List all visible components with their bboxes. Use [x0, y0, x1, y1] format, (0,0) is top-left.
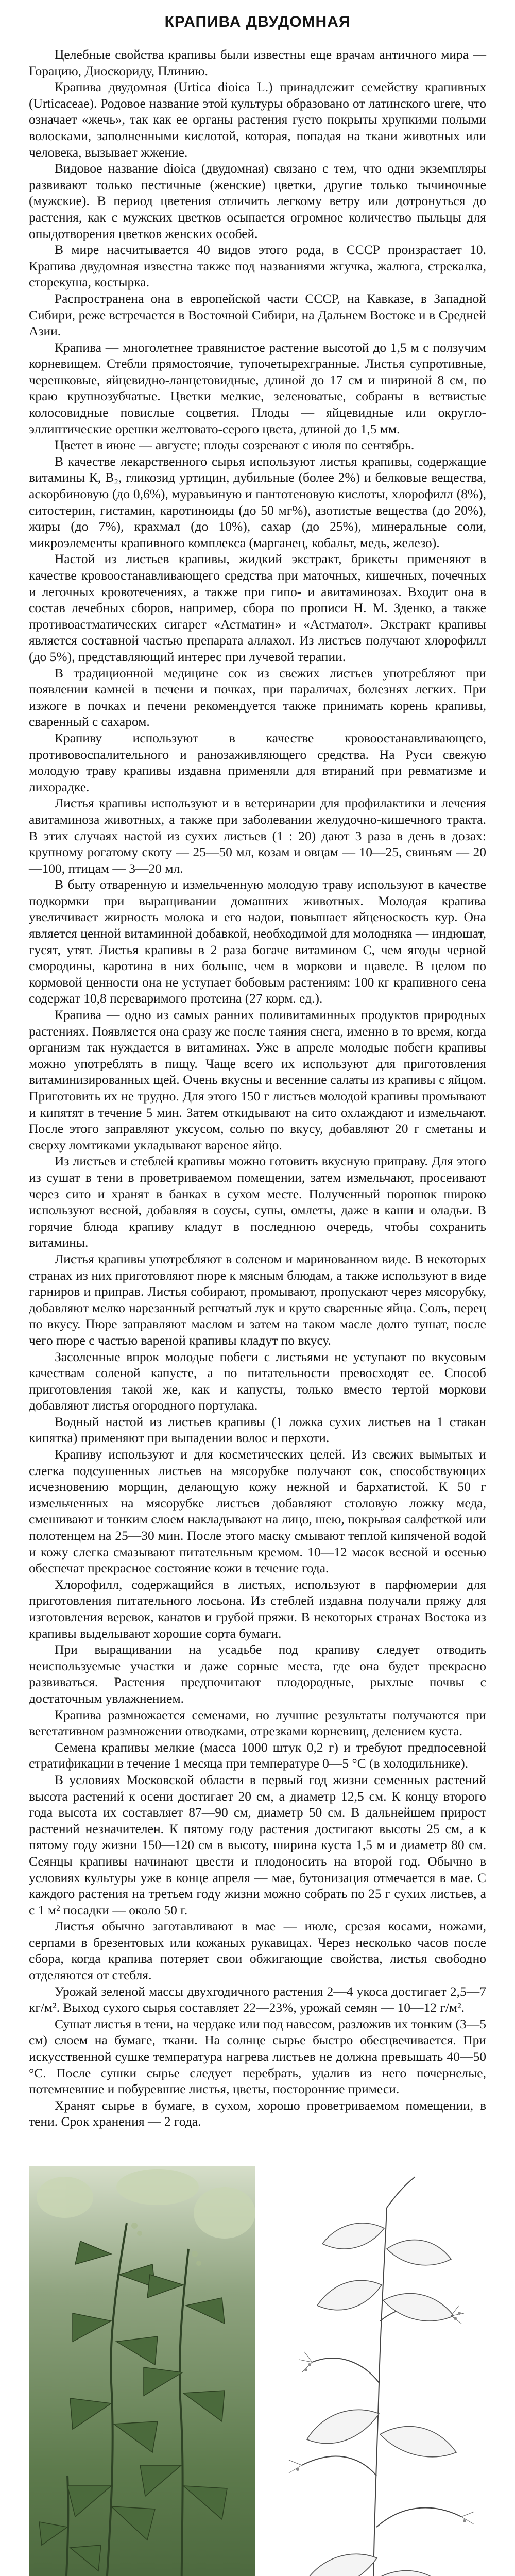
- article-paragraph: Засоленные впрок молодые побеги с листьями не уступают по вкусовым качествам соленой капусте, а по питательности превосходят ее. Способ приготовления такой же, как и капусты, только вместо тертой моркови добавляют листья огородного портулака.: [29, 1349, 486, 1413]
- article-paragraph: В быту отваренную и измельченную молодую траву используют в качестве подкормки при выращивании домашних животных. Молодая крапива увеличивает жирность молока и его надои, повышает яйценоскость кур. Она является ценной витаминной добавкой, необходимой для молодняка — индюшат, гусят, утят. Листья крапивы в 2 раза богаче витамином С, чем ягоды черной смородины, каротина в них больше, чем в моркови и щавеле. В целом по кормовой ценности она не уступает бобовым растениям: 100 кг крапивного сена содержат 10,8 переваримого протеина (27 корм. ед.).: [29, 877, 486, 1006]
- article-body: [29, 46, 486, 2130]
- article-paragraph: Цветет в июне — августе; плоды созревают с июля по сентябрь.: [55, 437, 415, 453]
- article-paragraph: Целебные свойства крапивы были известны еще врачам античного мира — Горацию, Диоскориду, Плинию.: [29, 47, 486, 78]
- article-paragraph: Хранят сырье в бумаге, в сухом, хорошо проветриваемом помещении, в тени. Срок хранения — 2 года.: [29, 2097, 486, 2129]
- nettle-botanical-drawing: [261, 2166, 486, 2576]
- article-paragraph: Крапива двудомная (Urtica dioica L.) принадлежит семейству крапивных (Urticaceae). Родовое название этой культуры образовано от латинского urere, что означает «жечь», так как ее органы растения густо покрыты хрупкими полыми волосками, заполненными кислотой, которая, попадая на ткани животных или человека, вызывает жжение.: [29, 79, 486, 160]
- article-paragraph: Крапива — одно из самых ранних поливитаминных продуктов природных растениях. Появляется она сразу же после таяния снега, именно в то время, когда организм так нуждается в витаминах. Уже в апреле молодые побеги крапивы можно употреблять в пищу. Чаще всего их используют для приготовления витаминизированных щей. Очень вкусны и весенние салаты из крапивы с яйцом. Приготовить их не трудно. Для этого 150 г листьев молодой крапивы промывают и кипятят в течение 5 мин. Затем откидывают на сито охлаждают и измельчают. После этого заправляют уксусом, солью по вкусу, добавляют 20 г сметаны и сверху ломтиками укладывают вареное яйцо.: [29, 1007, 486, 1153]
- article-paragraph: В традиционной медицине сок из свежих листьев употребляют при появлении камней в печени и почках, при параличах, болезнях легких. При изжоге в почках и печени рекомендуется также принимать корень крапивы, сваренный с сахаром.: [29, 665, 486, 730]
- article-paragraph: В условиях Московской области в первый год жизни семенных растений высота растений к осени достигает 20 см, а диаметр 12,5 см. К концу второго года высота их составляет 87—90 см, диаметр 50 см. В дальнейшем прирост растений незначителен. К пятому году растения достигают высоты 25 см, а к пятому году жизни 150—120 см в высоту, ширина куста 1,5 м и диаметр 80 см. Сеянцы крапивы начинают цвести и плодоносить на второй год. Обычно в условиях культуры уже в конце апреля — мае, бутонизация отмечается в мае. С каждого растения на третьем году жизни можно собрать по 25 г сухих листьев, а с 1 м² посадки — около 50 г.: [29, 1772, 486, 1918]
- nettle-illustrations: [29, 2166, 486, 2576]
- article-title: КРАПИВА ДВУДОМНАЯ: [164, 13, 351, 30]
- article-paragraph: Урожай зеленой массы двухгодичного растения 2—4 укоса достигает 2,5—7 кг/м². Выход сухого сырья составляет 22—23%, урожай семян — 10—12 г/м².: [29, 1984, 486, 2015]
- article-paragraph: Видовое название dioica (двудомная) связано с тем, что одни экземпляры развивают только пестичные (женские) цветки, другие только тычиночные (мужские). В период цветения отличить легкому ветру или дотронуться до растения, как с мужских цветков осыпается огромное количество пыльцы для опыдотворения цветков женских особей.: [29, 161, 486, 241]
- article-paragraph: Из листьев и стеблей крапивы можно готовить вкусную приправу. Для этого из сушат в тени в проветриваемом помещении, затем измельчают, просеивают через сито и хранят в банках в сухом месте. Полученный порошок широко используют весной, добавляя в соусы, супы, омлеты, даже в каши и оладьи. В горячие блюда крапиву кладут в последнюю очередь, чтобы сохранить витамины.: [29, 1154, 486, 1250]
- article-paragraph: В качестве лекарственного сырья используют листья крапивы, содержащие витамины К, B₂, гликозид уртицин, дубильные (более 2%) и белковые вещества, аскорбиновую (до 0,6%), муравьиную и пантотеновую кислоты, хлорофилл (8%), ситостерин, гистамин, каротиноиды (до 50 мг%), азотистые вещества (до 20%), жиры (до 7%), крахмал (до 10%), сахар (до 25%), минеральные соли, микроэлементы крапивного комплекса (марганец, кобальт, медь, железо).: [29, 453, 486, 550]
- article-paragraph: Листья обычно заготавливают в мае — июле, срезая косами, ножами, серпами в брезентовых или кожаных рукавицах. Через несколько часов после сбора, когда крапива потеряет свои обжигающие свойства, листья свободно отделяются от стебля.: [29, 1919, 486, 1983]
- article-paragraph: Настой из листьев крапивы, жидкий экстракт, брикеты применяют в качестве кровоостанавливающего средства при маточных, кишечных, почечных и легочных кровотечениях, а также при гипо- и авитаминозах. Входит она в состав лечебных сборов, например, сбора по прописи Н. М. Зденко, а также противоастматических сигарет «Астматин» и «Астматол». Экстракт крапивы является составной частью препарата аллахол. Из листьев получают хлорофилл (до 5%), представляющий интерес при лучевой терапии.: [29, 551, 486, 664]
- article-paragraph: Водный настой из листьев крапивы (1 ложка сухих листьев на 1 стакан кипятка) применяют при выпадении волос и перхоти.: [29, 1414, 486, 1446]
- article-paragraph: При выращивании на усадьбе под крапиву следует отводить неиспользуемые участки и даже сорные места, где она будет прекрасно развиваться. Растения предпочитают плодородные, рыхлые почвы с достаточным увлажнением.: [29, 1642, 486, 1706]
- article-paragraph: Семена крапивы мелкие (масса 1000 штук 0,2 г) и требуют предпосевной стратификации в течение 1 месяца при температуре 0—5 °C (в холодильнике).: [29, 1739, 486, 1771]
- article-paragraph: Крапиву используют и для косметических целей. Из свежих вымытых и слегка подсушенных листьев на мясорубке получают сок, способствующих исчезновению морщин, делающую кожу нежной и бархатистой. К 50 г измельченных на мясорубке листьев добавляют столовую ложку меда, смешивают и тонким слоем накладывают на лицо, шею, покрывая салфеткой или полотенцем на 25—30 мин. После этого маску смывают теплой кипяченой водой и кожу слегка смазывают питательным кремом. 10—12 масок весной и осенью обеспечат прекрасное состояние кожи в течение года.: [29, 1447, 486, 1576]
- article-paragraph: Крапива — многолетнее травянистое растение высотой до 1,5 м с ползучим корневищем. Стебли прямостоячие, тупочетырехгранные. Листья супротивные, черешковые, яйцевидно-ланцетовидные, длиной до 17 см и шириной 8 см, по краю крупнозубчатые. Цветки мелкие, зеленоватые, собраны в ветвистые колосовидные повислые соцветия. Плоды — яйцевидные или округло-эллиптические орешки желтовато-серого цвета, длиной до 1,5 мм.: [29, 340, 486, 436]
- article-paragraph: Распространена она в европейской части СССР, на Кавказе, в Западной Сибири, реже встречается в Восточной Сибири, на Дальнем Востоке и в Средней Азии.: [29, 291, 486, 339]
- article-paragraph: Хлорофилл, содержащийся в листьях, используют в парфюмерии для приготовления питательного лосьона. Из стеблей издавна получали пряжу для изготовления веревок, канатов и грубой пряжи. В некоторых странах Востока из крапивы выделывают хорошие сорта бумаги.: [29, 1577, 486, 1641]
- article-paragraph: Листья крапивы употребляют в соленом и маринованном виде. В некоторых странах из них приготовляют пюре к мясным блюдам, а также используют в виде гарниров и приправ. Листья собирают, промывают, пропускают через мясорубку, добавляют мелко нарезанный репчатый лук и круто сваренные яйца. Соль, перец по вкусу. Пюре заправляют маслом и затем на таком масле долго тушат, после чего пюре с частью вареной крапивы кладут по вкусу.: [29, 1251, 486, 1348]
- article-paragraph: Сушат листья в тени, на чердаке или под навесом, разложив их тонким (3—5 см) слоем на бумаге, ткани. На солнце сырье быстро обесцвечивается. При искусственной сушке температура нагрева листьев не должна превышать 40—50 °C. После сушки сырье следует перебрать, удалив из него почернелые, потемневшие и побуревшие листья, цветы, посторонние примеси.: [29, 2016, 486, 2097]
- article-paragraph: Крапиву используют в качестве кровоостанавливающего, противовоспалительного и ранозаживляющего средства. На Руси свежую молодую траву крапивы издавна применяли для втираний при ревматизме и лихорадке.: [29, 730, 486, 794]
- article-paragraph: Листья крапивы используют и в ветеринарии для профилактики и лечения авитаминоза животных, а также при заболевании желудочно-кишечного тракта. В этих случаях настой из сухих листьев (1 : 20) дают 3 раза в день в дозах: крупному рогатому скоту — 25—50 мл, козам и овцам — 10—25, свиньям — 20—100, птицам — 3—20 мл.: [29, 795, 486, 876]
- article-paragraph: В мире насчитывается 40 видов этого рода, в СССР произрастает 10. Крапива двудомная известна также под названиями жгучка, жалюга, стрекалка, сторекуша, костырка.: [29, 242, 486, 290]
- article-paragraph: Крапива размножается семенами, но лучшие результаты получаются при вегетативном размножении отводками, отрезками корневищ, делением куста.: [29, 1707, 486, 1739]
- nettle-photo: [29, 2166, 255, 2576]
